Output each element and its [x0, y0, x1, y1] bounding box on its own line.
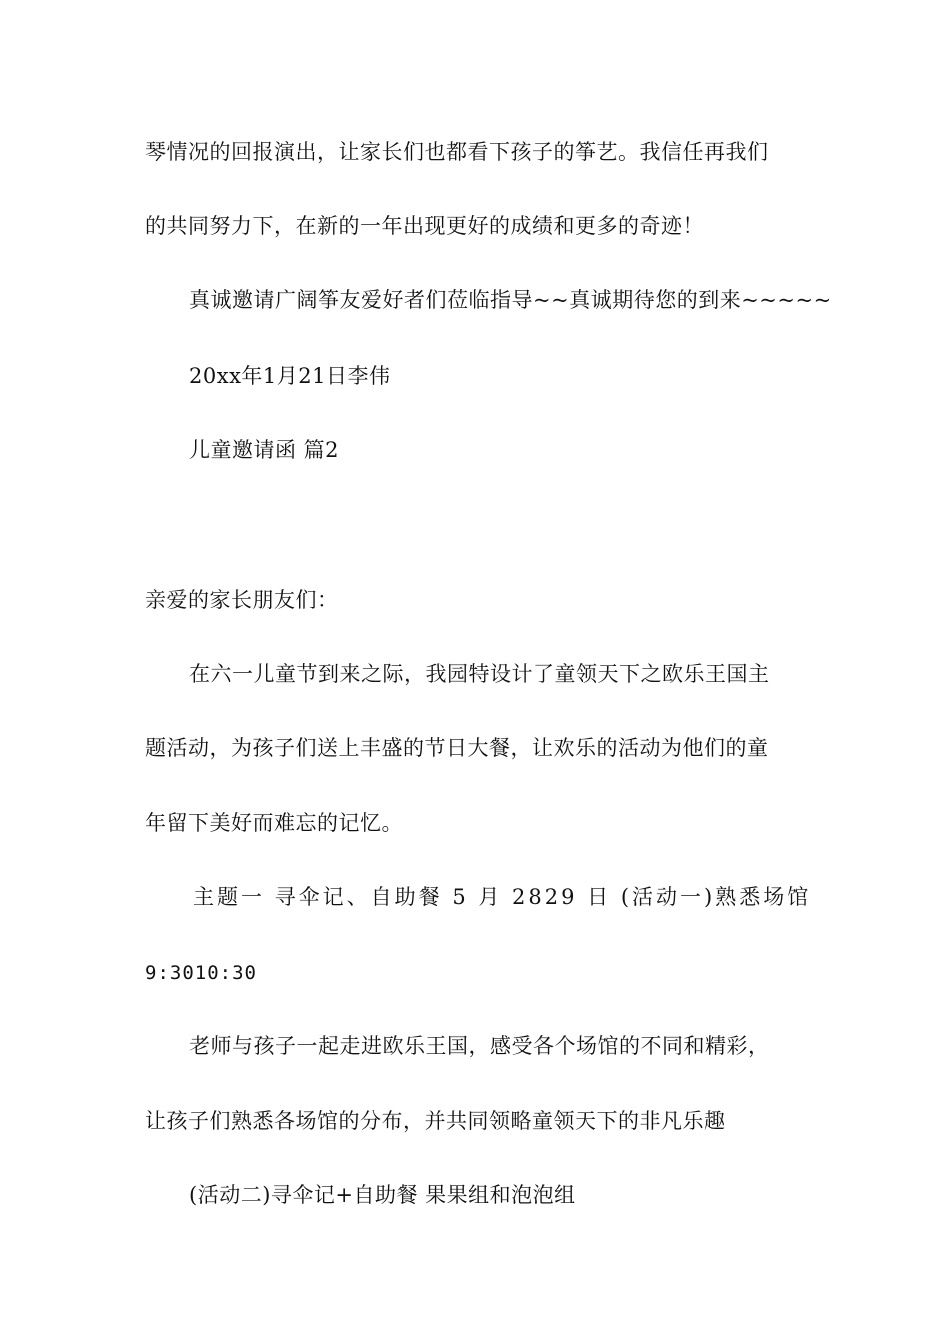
paragraph-line: 的共同努力下，在新的一年出现更好的成绩和更多的奇迹！ [145, 214, 704, 238]
paragraph-line: 年留下美好而难忘的记忆。 [145, 811, 403, 835]
time-range: 9:3010:30 [145, 962, 257, 984]
paragraph-line: 老师与孩子一起走进欧乐王国，感受各个场馆的不同和精彩， [189, 1034, 770, 1058]
paragraph-line: 琴情况的回报演出，让家长们也都看下孩子的筝艺。我信任再我们 [145, 140, 769, 164]
salutation: 亲爱的家长朋友们： [145, 588, 339, 612]
theme-heading: 主题一 寻伞记、自助餐 5 月 2829 日 (活动一)熟悉场馆 [193, 885, 812, 909]
activity-heading: (活动二)寻伞记+自助餐 果果组和泡泡组 [189, 1183, 576, 1207]
paragraph-line: 在六一儿童节到来之际，我园特设计了童领天下之欧乐王国主 [189, 662, 770, 686]
invitation-line: 真诚邀请广阔筝友爱好者们莅临指导~~真诚期待您的到来~~~~~ [189, 288, 832, 312]
section-heading: 儿童邀请函 篇2 [189, 438, 340, 462]
date-signature: 20xx年1月21日李伟 [189, 364, 391, 388]
paragraph-line: 题活动，为孩子们送上丰盛的节日大餐，让欢乐的活动为他们的童 [145, 736, 769, 760]
paragraph-line: 让孩子们熟悉各场馆的分布，并共同领略童领天下的非凡乐趣 [145, 1109, 726, 1133]
